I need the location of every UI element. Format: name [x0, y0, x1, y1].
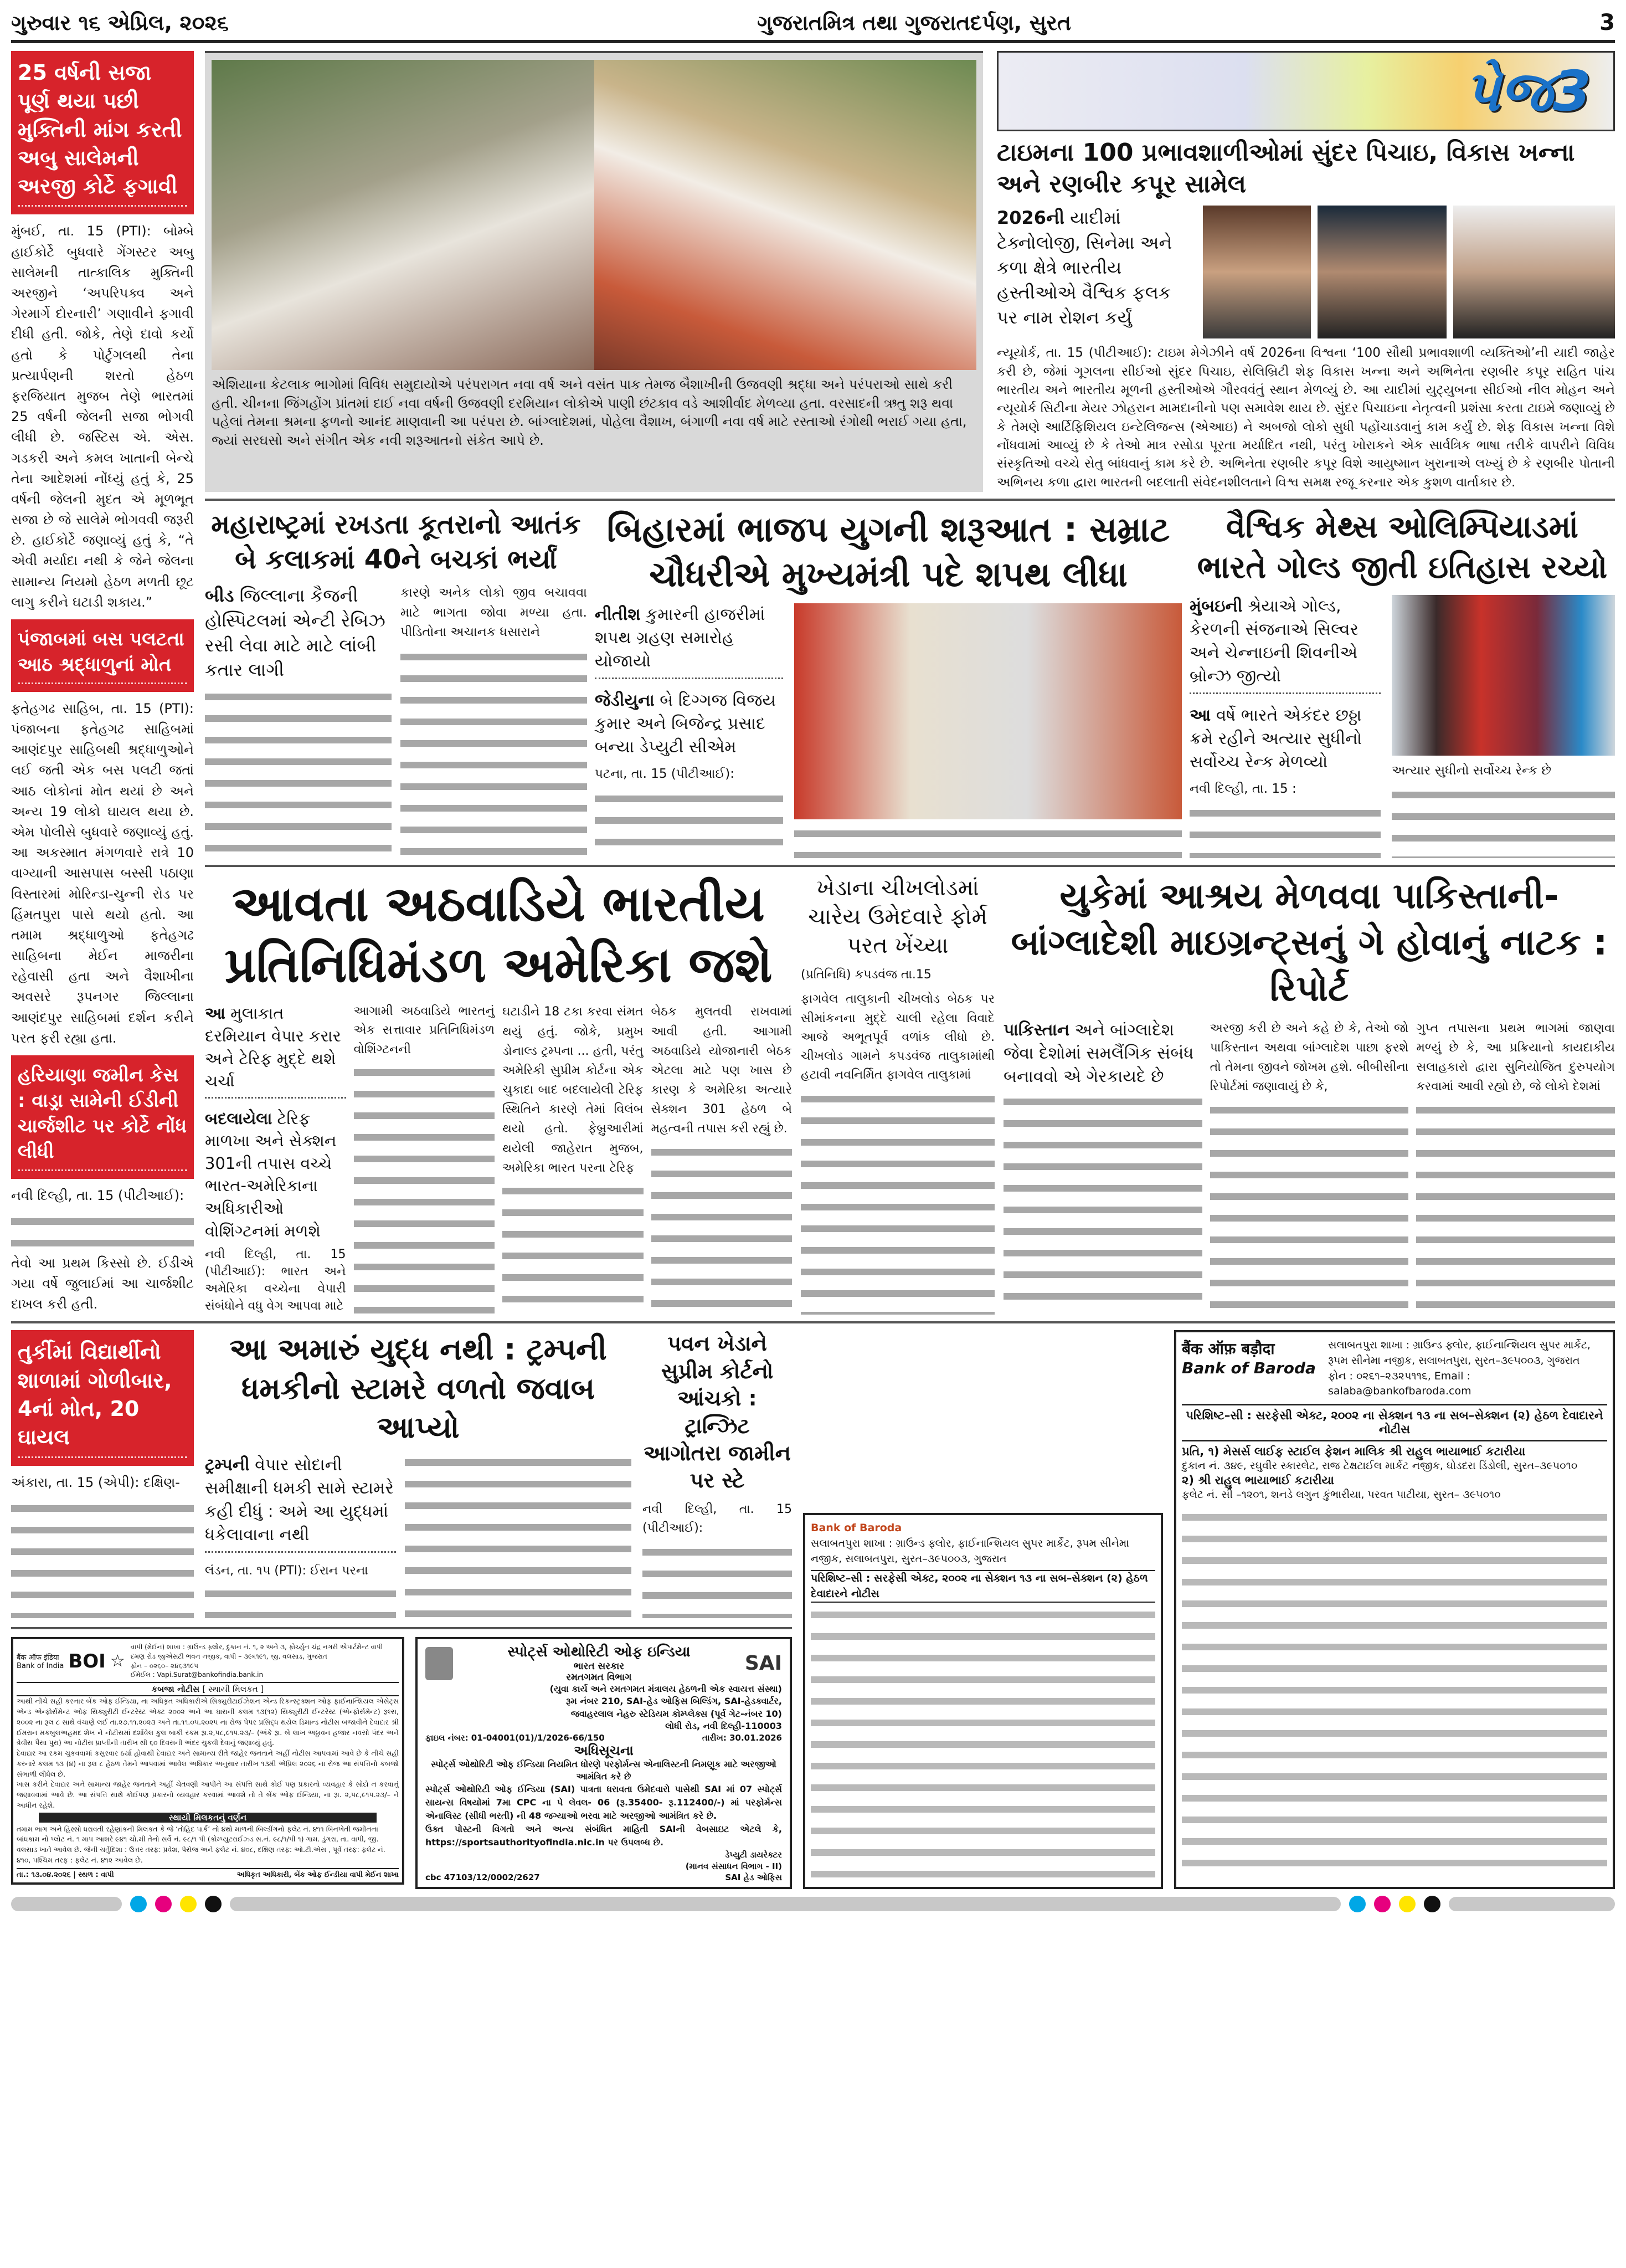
sai-title: સ્પોર્ટ્સ ઓથોરિટી ઓફ ઇન્ડિયા	[507, 1644, 691, 1661]
maths-col-1	[1190, 595, 1381, 859]
trump-headline: આ અમારું યુદ્ધ નથી : ટ્રમ્પની ધમકીનો સ્ટામરે વળતો જવાબ આપ્યો	[229, 1332, 607, 1445]
page3-body: ન્યૂયોર્ક, તા. 15 (પીટીઆઈ): ટાઇમ મેગેઝીને વર્ષ 2026ના વિશ્વના ‘100 સૌથી પ્રભાવશાળી વ્યક્તિઓ’ની યાદી જાહેર કરી છે, જેમાં ગૂગલના સીઈઓ સુંદર પિચાઇ, સેલિબ્રિટી શેફ વિકાસ ખન્ના અને અભિનેતા રણબીર કપૂર સહિત પાંચ ભારતીય અને ભારતીય મૂળની હસ્તીઓએ ગૌરવવંતું સ્થાન મેળવ્યું છે. આ યાદીમાં યુટ્યુબના સીઈઓ નીલ મોહન અને ન્યૂયોર્ક સિટીના મેયર ઝોહરાન મામદાનીનો પણ સમાવેશ થાય છે. સુંદર પિચાઇના નેતૃત્વની પ્રશંસા કરતા ટાઇમે જણાવ્યું છે કે તેમણે આર્ટિફિશિયલ ઇન્ટેલિજન્સ (એઆઇ) ને અબજો લોકો સુધી પહોંચાડવાનું કામ કર્યું છે. શેફ વિકાસ ખન્ના વિશે નોંધવામાં આવ્યું છે કે તેઓ માત્ર રસોડા પૂરતા મર્યાદિત નથી, પરંતુ ખોરાકને એક સાર્વત્રિક ભાષા તરીકે વાપરીને વિવિધ સંસ્કૃતિઓ વચ્ચે સેતુ બાંધવાનું કામ કરે છે. અભિનેતા રણબીર કપૂર વિશે આયુષ્માન ખુરાનાએ લખ્યું છે કે રણબીર પોતાની અભિનય કળા દ્વારા ભારતની બદલાતી સંવેદનશીલતાને વિશ્વ સમક્ષ રજૂ કરનાર એક કુશળ વાર્તાકાર છે.	[997, 346, 1615, 490]
boi-name-english: Bank of India	[17, 1662, 64, 1671]
bihar-subhead-2-text: બે દિગ્ગજ વિજય કુમાર અને બિજેન્દ્ર પ્રસાદ બન્યા ડેપ્યુટી સીએમ	[595, 691, 776, 757]
bob-name-english: Bank of Baroda	[1182, 1359, 1316, 1378]
delegation-story	[205, 874, 792, 1315]
maths-columns	[1190, 595, 1615, 859]
cyan-registration-mark	[130, 1896, 147, 1912]
bihar-text-lines-2	[794, 825, 1182, 858]
maths-text-lines-1	[1190, 804, 1381, 858]
vikas-khanna-photo	[1453, 206, 1615, 338]
pavan-kheda-headline: પવન ખેડાને સુપ્રીમ કોર્ટનો આંચકો : ટ્રાન્ઝિટ આગોતરા જામીન પર સ્ટે	[644, 1331, 791, 1493]
maharashtra-columns	[205, 583, 587, 858]
bob-small-text-lines	[811, 1606, 1155, 1881]
uk-subhead	[1004, 1019, 1202, 1089]
page3-subhead	[997, 206, 1196, 338]
row-top	[205, 51, 1615, 492]
boi-name-hindi: बैंक ऑफ इंडिया	[17, 1654, 59, 1662]
bob-addressee-2: ૨) શ્રી રાહુલ ભાયાભાઈ કટારીયા	[1182, 1474, 1334, 1487]
page3-sub-row	[997, 206, 1615, 338]
boi-notice	[11, 1637, 404, 1884]
sai-file-row	[425, 1733, 782, 1743]
boi-para-2: દેવાદાર આ રકમ ચુકવવામાં કસુરવાર ઠર્યા હોવાથી દેવાદાર અને સામાન્ય રીતે જાહેર જનતાને અહીં નોટીસ આપવામાં આવે છે કે નીચે સહી કરનારે કલમ ૧૩ (૪) ના રૂલ ૮ હેઠળ તેમને આપવામાં આવેલ અધિકાર અનુસાર તારીખ ૧૩મી એપ્રિલ ૨૦૨૬ ના રોજ આ સંપત્તિનો કબજો સંભાળી લીધેલ છે.	[17, 1749, 399, 1778]
maharashtra-subhead-text: જિલ્લાના કૈજની હોસ્પિટલમાં એન્ટી રેબિઝ રસી લેવા માટે માટે લાંબી કતાર લાગી	[205, 584, 385, 681]
section-top	[11, 51, 1615, 1315]
bob-notice-small	[803, 1513, 1163, 1889]
bihar-columns	[595, 603, 1182, 858]
uk-col-1	[1004, 1019, 1202, 1315]
bob-notice-large	[1174, 1330, 1615, 1889]
bihar-dateline: પટના, તા. 15 (પીટીઆઈ):	[595, 767, 734, 782]
uk-subhead-lead: પાકિસ્તાન	[1004, 1020, 1070, 1040]
bob-address-1: દુકાન નં. ૩૪૯, રઘુવીર સ્કારલેટ, રાજ ટેક્ષટાઈલ માર્કેટ નજીક, ઘોડદરા ડિંડોલી, સુરત–૩૯૫૦૧૦	[1182, 1459, 1578, 1472]
black-registration-mark	[205, 1896, 222, 1912]
sai-body: સ્પોર્ટ્સ ઓથોરિટી ઓફ ઈન્ડિયા (SAI) પાત્રતા ધરાવતા ઉમેદવારો પાસેથી SAI માં 07 સ્પોર્ટ્સ સાયન્સ વિષયોમાં 7મા CPC ના પે લેવલ- 06 (રૂ.35400- રૂ.112400/-) માં પરફોર્મન્સ એનાલિસ્ટ (સીધી ભરતી) ની 48 જગ્યાઓ ભરવા માટે અરજીઓ આમંત્રિત કરે છે.	[425, 1784, 782, 1821]
uk-headline: યુકેમાં આશ્રય મેળવવા પાકિસ્તાની-બાંગ્લાદેશી માઇગ્રન્ટ્સનું ગે હોવાનું નાટક : રિપોર્ટ	[1011, 876, 1608, 1009]
uk-story	[1004, 874, 1615, 1315]
sai-dept: રમતગમત વિભાગ	[566, 1672, 632, 1684]
boi-logo-text: BOI	[68, 1650, 106, 1672]
bihar-subhead-2-lead: જેડીયુના	[595, 691, 655, 711]
sai-address	[425, 1683, 782, 1733]
bihar-subhead-1-lead: નીતીશ	[595, 605, 641, 625]
sai-ad	[415, 1637, 792, 1889]
newspaper-name: ગુજરાતમિત્ર તથા ગુજરાતદર્પણ, સુરત	[757, 11, 1072, 35]
sai-info: ઉક્ત પોસ્ટની વિગતો અને અન્ય સંબંધિત માહિતી SAIની વેબસાઇટ એટલે કે, https://sportsauthorityofindia.nic.in પર ઉપલબ્ધ છે.	[425, 1824, 782, 1848]
maths-col-2	[1392, 595, 1615, 859]
maths-story	[1190, 507, 1615, 858]
delegation-subhead-2	[205, 1107, 346, 1243]
boi-date-place: તા.: ૧૩.૦૪.૨૦૨૬ | સ્થળ : વાપી	[17, 1870, 114, 1879]
bihar-oath-photo	[794, 603, 1182, 819]
delegation-col-4-wrap	[651, 1002, 793, 1315]
sai-addr-3: લોધી રોડ, નવી દિલ્હી-110003	[665, 1721, 782, 1732]
star-icon: ☆	[110, 1651, 125, 1671]
boi-title-tag: [ સ્થાયી મિલકત ]	[202, 1684, 264, 1695]
maths-subhead-1	[1190, 595, 1381, 699]
bottom-left-block	[11, 1330, 792, 1889]
registration-bar	[230, 1897, 1341, 1911]
maharashtra-story	[205, 507, 587, 858]
maharashtra-subhead-lead: બીડ	[205, 584, 234, 606]
olympiad-winners-photo	[1392, 595, 1615, 756]
trump-col-1	[205, 1454, 396, 1618]
sai-header	[425, 1644, 782, 1683]
uk-subhead-text: અને બાંગ્લાદેશ જેવા દેશોમાં સમલૈંગિક સંબંધ બનાવવો એ ગેરકાયદે છે	[1004, 1020, 1194, 1086]
sai-signature	[425, 1849, 782, 1872]
delegation-columns	[205, 1002, 792, 1315]
boi-desc-title: સ્થાયી મિલકતનું વર્ણન	[39, 1813, 377, 1823]
maths-photo-caption: અત્યાર સુધીનો સર્વોચ્ચ રેન્ક છે	[1392, 763, 1552, 778]
row-second	[205, 499, 1615, 858]
trump-subhead-text: વેપાર સોદાની સમીક્ષાની ધમકી સામે સ્ટામરે કહી દીધું : અમે આ યુદ્ધમાં ધકેલાવાના નથી	[205, 1455, 394, 1545]
kheda-text-lines	[801, 1090, 995, 1315]
boi-title	[17, 1683, 399, 1696]
abu-salem-body: મુંબઈ, તા. 15 (PTI): બોમ્બે હાઈકોર્ટે બુધવારે ગેંગસ્ટર અબુ સાલેમની તાત્કાલિક મુક્તિની અરજીને ‘અપરિપક્વ અને ગેરમાર્ગે દોરનારી’ ગણાવીને ફગાવી દીધી હતી. જોકે, તેણે દાવો કર્યો હતો કે પોર્ટુગલથી તેના પ્રત્યાર્પણની શરતો હેઠળ ફરજિયાત મુજબ તેણે ભારતમાં 25 વર્ષની જેલની સજા ભોગવી લીધી છે. જસ્ટિસ એ. એસ. ગડકરી અને કમલ ખાતાની બેન્ચે તેના આદેશમાં નોંધ્યું હતું કે, 25 વર્ષની જેલની મુદત એ મૂળભૂત સજા છે જે સાલેમે ભોગવવી જરૂરી છે. હાઈકોર્ટે જણાવ્યું હતું કે, “તે એવી મર્યાદા નથી કે જેને જેલના સામાન્ય નિયમો હેઠળ મળતી છૂટ લાગુ કરીને ઘટાડી શકાય.”	[11, 223, 194, 610]
boi-name-block	[17, 1652, 64, 1670]
abu-salem-headline: 25 વર્ષની સજા પૂર્ણ થયા પછી મુક્તિની માંગ કરતી અબુ સાલેમની અરજી કોર્ટે ફગાવી	[11, 51, 194, 214]
maharashtra-headline: મહારાષ્ટ્રમાં રખડતા કૂતરાનો આતંક બે કલાકમાં 40ને બચકાં ભર્યાં	[211, 509, 581, 575]
delegation-col-1	[205, 1002, 346, 1315]
bob-small-title: પરિશિષ્ટ–સી : સરફેસી એક્ટ, ૨૦૦૨ ના સેક્શન ૧૩ ના સબ–સેક્શન (૨) હેઠળ દેવાદારને નોટીસ	[811, 1570, 1155, 1603]
bihar-text-lines-1	[595, 790, 783, 858]
uk-text-lines-1	[1004, 1093, 1202, 1315]
delegation-col-2-wrap	[354, 1002, 495, 1315]
row-third	[205, 865, 1615, 1315]
sai-cbc: cbc 47103/12/0002/2627	[425, 1872, 540, 1883]
bihar-subhead-2	[595, 689, 783, 759]
maharashtra-body: કારણે અનેક લોકો જીવ બચાવવા માટે ભાગતા જોવા મળ્યા હતા. પીડિતોના અચાનક ધસારાને	[400, 585, 587, 640]
festival-photos	[212, 60, 976, 370]
maharashtra-text-lines-1	[400, 648, 587, 858]
sai-date: તારીખ: 30.01.2026	[702, 1732, 782, 1743]
sai-notice-heading: અધિસૂચના	[574, 1742, 634, 1758]
boi-header	[17, 1643, 399, 1683]
delegation-subhead-1-text: મુલાકાત દરમિયાન વેપાર કરાર અને ટેરિફ મુદ્દે થશે ચર્ચા	[205, 1004, 341, 1091]
sai-sign-2: (માનવ સંસાધન વિભાગ - II)	[685, 1861, 782, 1872]
maharashtra-col-2	[400, 583, 587, 858]
haryana-headline: હરિયાણા જમીન કેસ : વાડ્રા સામેની ઈડીની ચાર્જશીટ પર કોર્ટે નોંધ લીધી	[11, 1055, 194, 1179]
maths-text-lines-2	[1392, 786, 1615, 858]
pavan-kheda-story	[642, 1330, 792, 1618]
trump-story	[205, 1330, 631, 1618]
bob-header	[1182, 1338, 1607, 1405]
magenta-registration-mark	[1374, 1896, 1391, 1912]
sai-file-number: ફાઇલ નંબર: 01-04001(01)/1/2026-66/150	[425, 1732, 605, 1743]
trump-columns	[205, 1454, 631, 1618]
festival-photo-caption: એશિયાના કેટલાક ભાગોમાં વિવિધ સમુદાયોએ પરંપરાગત નવા વર્ષ અને વસંત પાક તેમજ બૈશાખીની ઉજવણી શ્રદ્ધા અને પરંપરાઓ સાથે કરી હતી. ચીનના જિંગહોંગ પ્રાંતમાં દાઈ નવા વર્ષની ઉજવણી દરમિયાન લોકોએ પાણી છંટકાવ વડે આશીર્વાદ મેળવ્યા હતા. વરસાદની ઋતુ શરૂ થવા પહેલાં તેમના શ્રમના ફળનો આનંદ માણવાની આ પરંપરા છે. બાંગ્લાદેશમાં, પોહેલા વૈશાખ, બંગાળી નવા વર્ષ માટે રસ્તાઓ રંગોથી ભરાઈ ગયા હતા, જ્યાં સરઘસો અને સંગીત એક નવી શરૂઆતનો સંકેત આપે છે.	[212, 377, 967, 448]
haryana-text-lines	[11, 1213, 194, 1246]
delegation-col3: ઘટાડીને 18 ટકા કરવા સંમત થયું હતું. જોકે, પ્રમુખ ડોનાલ્ડ ટ્રમ્પના ... હતી, પરંતુ અમેરિકી સુપ્રીમ કોર્ટના એક ચુકાદા બાદ બદલાયેલી ટેરિફ સ્થિતિને કારણે તેમાં વિલંબ થયો હતો. ફેબ્રુઆરીમાં થયેલી જાહેરાત મુજબ, અમેરિકા ભારત પરના ટેરિફ	[502, 1005, 644, 1175]
bob-addressee-1: પ્રતિ, ૧) મેસર્સ લાઈફ સ્ટાઈલ ફેશન માલિક શ્રી રાહુલ ભાયાભાઈ કટારીયા	[1182, 1444, 1526, 1458]
bob-address-2: ફલેટ નં. સી –૧૨૦૧, શનડે લગુન કુંભારીયા, પરવત પાટીયા, સુરત– ૩૯૫૦૧૦	[1182, 1489, 1501, 1501]
cyan-registration-mark	[1349, 1896, 1366, 1912]
haryana-dateline: નવી દિલ્હી, તા. 15 (પીટીઆઈ):	[11, 1187, 184, 1203]
delegation-col-3-wrap	[502, 1002, 644, 1315]
maths-subhead-2-lead: આ	[1190, 705, 1211, 725]
bihar-col-1	[595, 603, 783, 858]
maharashtra-subhead	[205, 583, 392, 683]
boi-branch	[131, 1643, 399, 1680]
delegation-subhead-2-lead: બદલાયેલા	[205, 1109, 272, 1128]
maharashtra-text-lines-2	[205, 688, 392, 858]
kheda-dateline: (પ્રતિનિધિ) કપડવંજ તા.15	[801, 968, 932, 982]
maths-subhead-2	[1190, 704, 1381, 774]
punjab-body: ફતેહગઢ સાહિબ, તા. 15 (PTI): પંજાબના ફતેહગઢ સાહિબમાં આણંદપુર સાહિબથી શ્રદ્ધાળુઓને લઈ જતી એક બસ પલટી જતાં આઠ લોકોનાં મોત થયાં છે અને અન્ય 19 લોકો ઘાયલ થયા છે. એમ પોલીસે બુધવારે જણાવ્યું હતું. આ અકસ્માત મંગળવારે રાત્રે 10 વાગ્યાની આસપાસ બસ્સી પઠાણા વિસ્તારમાં મોરિન્ડા-ચુન્ની રોડ પર હિંમતપુરા પાસે થયો હતો. આ તમામ શ્રદ્ધાળુઓ ફતેહગઢ સાહિબના મેઈન માજરીના રહેવાસી હતા અને વૈશાખીના અવસરે રૂપનગર જિલ્લાના આણંદપુર સાહિબમાં દર્શન કરીને પરત ફરી રહ્યા હતા.	[11, 700, 194, 1046]
kheda-headline: ખેડાના ચીખલોડમાં ચારેય ઉમેદવારે ફોર્મ પરત ખેંચ્યા	[808, 875, 987, 959]
delegation-text-lines-2	[354, 1064, 495, 1315]
boi-logo	[17, 1643, 125, 1680]
issue-date: ગુરુવાર ૧૬ એપ્રિલ, ૨૦૨૬	[11, 11, 229, 35]
delegation-col2: આગામી અઠવાડિયે ભારતનું એક સત્તાવાર પ્રતિનિધિમંડળ વોશિંગ્ટનની	[353, 1004, 495, 1056]
maths-headline: વૈશ્વિક મેથ્સ ઓલિમ્પિયાડમાં ભારતે ગોલ્ડ જીતી ઇતિહાસ રચ્યો	[1197, 509, 1608, 586]
sai-addr-2: જવાહરલાલ નેહરુ સ્ટેડિયમ કોમ્પ્લેક્સ (પૂર્વ ગેટ-નંબર 10)	[570, 1708, 782, 1719]
festival-photo-left	[212, 60, 594, 370]
registration-bar	[1449, 1897, 1615, 1911]
ads-row	[11, 1627, 792, 1889]
delegation-subhead-1	[205, 1002, 346, 1102]
bob-notice-title: પરિશિષ્ટ–સી : સરફેસી એક્ટ, ૨૦૦૨ ના સેક્શન ૧૩ ના સબ–સેક્શન (૨) હેઠળ દેવાદારને નોટીસ	[1182, 1405, 1607, 1441]
bob-name-hindi: बैंक ऑफ़ बड़ौदा	[1182, 1340, 1275, 1358]
uk-text-lines-2	[1210, 1101, 1409, 1315]
boi-title-text: કબજા નોટીસ	[151, 1684, 200, 1695]
trump-subhead-lead: ટ્રમ્પની	[205, 1455, 250, 1475]
trump-subhead	[205, 1454, 396, 1557]
boi-branch-address: વાપી (મેઈન) શાખા : ગ્રાઉન્ડ ફ્લોર, દુકાન નં. ૧, ૨ અને ૩, ફોર્ચ્યુન ચંદ્ર નગરી એપાર્ટમેન્ટ વાપી દમણ રોડ જીએસટી ભવન નજીક, વાપી – ૩૯૬૧૯૧, જી. વલસાડ, ગુજરાત	[130, 1643, 383, 1660]
page3-headline: ટાઇમના 100 પ્રભાવશાળીઓમાં સુંદર પિચાઇ, વિકાસ ખન્ના અને રણબીર કપૂર સામેલ	[997, 138, 1575, 199]
maharashtra-col-1	[205, 583, 392, 858]
bihar-subhead-1	[595, 603, 783, 684]
magenta-registration-mark	[155, 1896, 172, 1912]
yellow-registration-mark	[1399, 1896, 1416, 1912]
uk-text-lines-3	[1416, 1101, 1615, 1315]
maths-subhead-1-lead: મુંબઇની	[1190, 596, 1243, 616]
delegation-subhead-2-text: ટેરિફ માળખા અને સેક્શન 301ની તપાસ વચ્ચે ભારત-અમેરિકાના અધિકારીઓ વોશિંગ્ટનમાં મળશે	[205, 1109, 337, 1240]
emblem-icon	[425, 1647, 453, 1680]
maths-dateline: નવી દિલ્હી, તા. 15 :	[1190, 781, 1296, 796]
delegation-col4: બેઠક મુલતવી રાખવામાં આવી હતી. આગામી અઠવાડિયે યોજાનારી બેઠક એટલા માટે પણ ખાસ છે કારણ કે અમેરિકા અત્યારે સેક્શન 301 હેઠળ બે મહત્વની તપાસ કરી રહ્યું છે.	[651, 1005, 792, 1136]
delegation-text-lines-3	[502, 1182, 644, 1315]
page3-subhead-lead: 2026ની	[997, 207, 1065, 229]
bob-notice-text-lines	[1182, 1508, 1607, 1882]
registration-bar	[11, 1897, 122, 1911]
bob-branch-info	[1328, 1338, 1607, 1399]
page-number: 3	[1599, 10, 1615, 35]
boi-signatory: અધિકૃત અધિકારી, બેંક ઓફ ઈન્ડીયા વાપી મેઈન શાખા	[236, 1870, 399, 1879]
sai-logo: SAI	[744, 1652, 782, 1675]
sai-addr-1: રૂમ નંબર 210, SAI-હેડ ઓફિસ બિલ્ડિંગ, SAI-હેડક્વાર્ટર,	[566, 1696, 782, 1707]
festival-photo-panel	[205, 51, 983, 492]
uk-col3: ગુપ્ત તપાસના પ્રથમ ભાગમાં જાણવા મળ્યું છે કે, આ પ્રક્રિયાનો કાયદાકીય સલાહકારો દ્વારા સુનિયોજિત દુરુપયોગ કરવામાં આવી રહ્યો છે, જે લોકો દેશમાં	[1416, 1021, 1615, 1094]
bihar-headline: બિહારમાં ભાજપ યુગની શરૂઆત : સમ્રાટ ચૌધરીએ મુખ્યમંત્રી પદે શપથ લીધા	[606, 509, 1170, 594]
pavan-kheda-text-lines	[642, 1543, 792, 1618]
sai-footer	[425, 1872, 782, 1882]
haryana-tail: તેવો આ પ્રથમ કિસ્સો છે. ઈડીએ ગયા વર્ષે જુલાઈમાં આ ચાર્જશીટ દાખલ કરી હતી.	[11, 1255, 194, 1312]
bihar-subhead-1-text: કુમારની હાજરીમાં શપથ ગ્રહણ સમારોહ યોજાયો	[595, 605, 765, 671]
black-registration-mark	[1424, 1896, 1440, 1912]
trump-dateline: લંડન, તા. ૧૫ (PTI): ઈરાન પરના	[205, 1564, 368, 1578]
page3-section	[997, 51, 1615, 492]
left-column	[11, 51, 194, 1315]
bob-small-logo: Bank of Baroda	[811, 1522, 902, 1535]
delegation-text-lines-4	[651, 1143, 793, 1315]
bihar-story	[595, 507, 1182, 858]
page3-subhead-text: યાદીમાં ટેક્નોલોજી, સિનેમા અને કળા ક્ષેત્રે ભારતીય હસ્તીઓએ વૈશ્વિક ફલક પર નામ રોશન કર્યું	[997, 207, 1172, 328]
bob-small-branch: સલાબતપુરા શાખા : ગ્રાઉન્ડ ફ્લોર, ફાઈનાન્શિયલ સુપર માર્કેટ, રૂપમ સીનેમા નજીક, સલાબતપુરા, સુરત–૩૯૫૦૦૩, ગુજરાત	[811, 1537, 1129, 1565]
trump-text-lines-2	[405, 1454, 631, 1618]
delegation-dateline: નવી દિલ્હી, તા. 15 (પીટીઆઈ): ભારત અને અમેરિકા વચ્ચેના વેપારી સંબંધોને વધુ વેગ આપવા માટે	[205, 1248, 346, 1313]
yellow-registration-mark	[180, 1896, 197, 1912]
punjab-headline: પંજાબમાં બસ પલટતા આઠ શ્રદ્ધાળુનાં મોત	[11, 619, 194, 692]
sai-sign-1: ડેપ્યુટી ડાયરેક્ટર	[725, 1850, 782, 1860]
sai-org: (યુવા કાર્ય અને રમતગમત મંત્રાલય હેઠળની એક સ્વાયત્ત સંસ્થા)	[549, 1684, 782, 1695]
boi-desc: તમામ ભાગ અને હિસ્સો ધરાવતી રહેણાંકની મિલકત કે જે ‘તોહિદ પાર્ક’ નો ૪થો માળની બિલ્ડીંગનો ફલેટ નં. ૪૧૧ બિનખેતી જમીનના બાંધકામ નો પ્લોટ નં. ૧ માપ આશરે ૯૪૧ ચો.મી તેનો સર્વે નં. ૯૮/૧ પી (કોમ્પ્યુટરાઈઝ્ડ સ.નં. ૯૮/૧/પી ૧) ગામ. ડુંગરા, તા. વાપી, જી. વલસાડ ખાતે આવેલ છે. જેની ચર્તુદિશા : ઉત્તર તરફ: પ્રવેશ, પેસેજ અને ફલેટ નં. ૪૦૮, દક્ષિણ તરફ: ઓ.ટી.એસ , પૂર્વે તરફ: ફલેટ નં. ૪૧૦, પશ્ચિમ તરફ : ફલેટ નં. ૪૧૨ આવેલ છે.	[17, 1824, 385, 1864]
maths-subhead-1-text: શ્રેયાએ ગોલ્ડ, કેરળની સંજનાએ સિલ્વર અને ચેન્નાઇની શિવનીએ બ્રોન્ઝ જીત્યો	[1190, 596, 1359, 686]
bob-branch-address: સલાબતપુરા શાખા : ગ્રાઉન્ડ ફ્લોર, ફાઈનાન્શિયલ સુપર માર્કેટ, રૂપમ સીનેમા નજીક, સલાબતપુરા, સુરત–૩૯૫૦૦૩, ગુજરાત	[1328, 1339, 1591, 1367]
boi-para-1: આથી નીચે સહી કરનાર બેંક ઓફ ઈન્ડિયા, ના અધિકૃત અધિકારીએ સિક્યુરીટાઈઝેશન એન્ડ રિકન્સ્ટ્રક્શન ઓફ ફાઈનાન્શિયલ એસેટ્સ એન્ડ એન્ફોર્સમેન્ટ ઓફ સિક્યુરીટી ઈન્ટરેસ્ટ એક્ટ ૨૦૦૨ અને આ ધારાની કલમ ૧૩(૧૨) સિક્યુરીટી ઈન્ટરેસ્ટ (એન્ફોર્સમેન્ટ) રૂલ્સ, ૨૦૦૨ ના રૂલ ૮ સાથે વંચાણે લઈ તા.૨૭.૧૧.૨૦૨૩ અને તા.૧૧.૦૫.૨૦૨૫ ના રોજ પેપર પ્રસિદ્ધ થયેલ ડિમાન્ડ નોટીસ બજાવીને દેવાદાર શ્રી ઈમરાન મકબુલઅહમદ શેખ ને નોટીસમાં દર્શાવેલ કુલ બાકી રકમ રૂા.૨,૫૮,૯૧૫.૨૩/– (અંકે રૂા. બે લાખ અઠ્ઠાવન હજાર નવસો પંદર અને ત્રેવીસ પૈસા પુરા) આ નોટીસ પ્રાપ્તીની તારીખ થી ૬૦ દિવસની અંદર ચુકવી દેવાનું જણાવ્યું હતું.	[17, 1697, 399, 1747]
sai-sign-3: SAI હેડ ઓફિસ	[725, 1872, 782, 1883]
sai-title-block	[459, 1644, 739, 1683]
kheda-story	[801, 874, 995, 1315]
uk-col-2-wrap	[1210, 1019, 1409, 1315]
masthead	[11, 10, 1615, 43]
boi-footer	[17, 1868, 399, 1879]
kheda-body: ફાગવેલ તાલુકાની ચીખલોડ બેઠક પર સીમાંકનના મુદ્દે ચાલી રહેલા વિવાદે આજે અભૂતપૂર્વ વળાંક લીધો છે. ચીખલોડ ગામને કપડવંજ તાલુકામાંથી હટાવી નવનિર્મિત ફાગવેલ તાલુકામાં	[801, 992, 995, 1082]
boi-para-3: ખાસ કરીને દેવાદાર અને સામાન્ય જાહેર જનતાને અહીં ચેતવણી આપીને આ સંપત્તિ સાથે કોઈ પણ પ્રકારનો વ્યવહાર કે સોદો ન કરવાનું જણાવવામાં આવે છે. આ સંપત્તિ સાથે કોઈપણ પ્રકારનો વ્યવહાર કરવામાં આવશે તો તે બેંક ઓફ ઈન્ડિયા, ના રૂા. ૨,૫૮,૯૧૫.૨૩/– ને આધીન રહેશે.	[17, 1780, 399, 1809]
uk-col-3-wrap	[1416, 1019, 1615, 1315]
boi-phone: ફોન – ૦૨૬૦– ૨૪૬૩૧૯૫	[130, 1661, 198, 1670]
maths-subhead-2-text: વર્ષે ભારતે એકંદર છઠ્ઠા ક્રમે રહીને અત્યાર સુધીનો સર્વોચ્ચ રેન્ક મેળવ્યો	[1190, 705, 1362, 772]
page3-logo: પેજ3	[1464, 58, 1591, 124]
bottom-stories	[11, 1330, 792, 1618]
boi-email: ઈમેઈલ : Vapi.Surat@bankofindia.bank.in	[130, 1671, 264, 1679]
sai-gov: ભારત સરકાર	[573, 1661, 625, 1672]
uk-columns	[1004, 1019, 1615, 1315]
registration-strip	[11, 1896, 1615, 1912]
ranbir-kapoor-photo	[1318, 206, 1447, 338]
bob-contact: ફોન : ૦૨૬૧–૨૩૨૫૧૧૬, Email : salaba@bankofbaroda.com	[1328, 1369, 1471, 1398]
delegation-subhead-1-lead: આ	[205, 1004, 225, 1023]
pavan-kheda-dateline: નવી દિલ્હી, તા. 15 (પીટીઆઈ):	[642, 1502, 792, 1535]
turkey-headline: તુર્કીમાં વિદ્યાર્થીનો શાળામાં ગોળીબાર, 4નાં મોત, 20 ઘાયલ	[11, 1330, 194, 1465]
trump-text-lines-1	[205, 1585, 396, 1618]
delegation-headline: આવતા અઠવાડિયે ભારતીય પ્રતિનિધિમંડળ અમેરિકા જશે	[224, 875, 773, 994]
boi-body	[17, 1696, 399, 1810]
festival-photo-right	[594, 60, 977, 370]
uk-col2: અરજી કરી છે અને કહે છે કે, તેઓ જો પાકિસ્તાન અથવા બાંગ્લાદેશ પાછા ફરશે તો તેમના જીવને જોખમ હશે. બીબીસીના રિપોર્ટમાં જણાવાયું છે કે,	[1210, 1021, 1409, 1094]
sai-lead: સ્પોર્ટ્સ ઓથોરિટી ઓફ ઈન્ડિયા નિયમિત ધોરણે પરફોર્મન્સ એનાલિસ્ટની નિમણૂક માટે અરજીઓ આમંત્રિત કરે છે	[431, 1758, 776, 1782]
bob-logo	[1182, 1338, 1320, 1399]
section-bottom	[11, 1321, 1615, 1889]
sundar-pichai-photo	[1203, 206, 1311, 338]
bihar-col-2	[794, 603, 1182, 858]
page3-banner	[997, 51, 1615, 131]
turkey-story	[11, 1330, 194, 1618]
main-area	[205, 51, 1615, 1315]
turkey-text-lines	[11, 1500, 194, 1618]
turkey-dateline: અંકારા, તા. 15 (એપી): દક્ષિણ-	[11, 1474, 180, 1490]
